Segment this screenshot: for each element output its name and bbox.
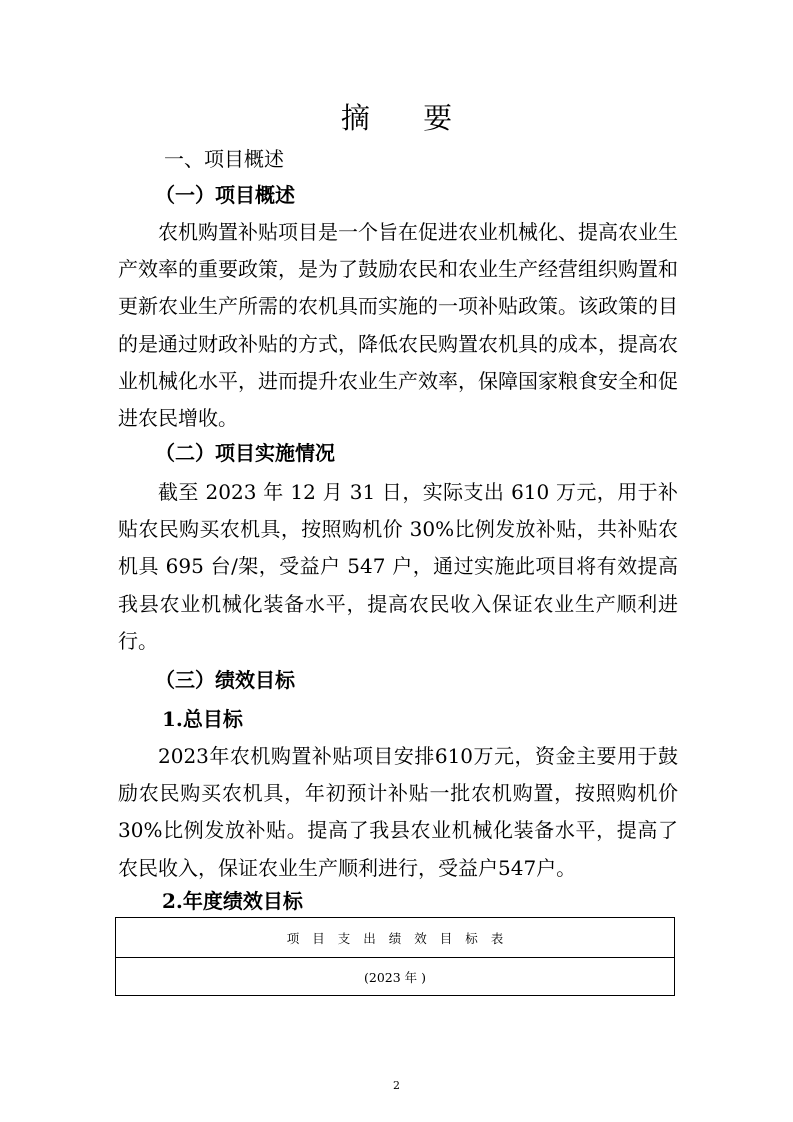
overview-paragraph: 农机购置补贴项目是一个旨在促进农业机械化、提高农业生产效率的重要政策，是为了鼓励农民和农业生产经营组织购置和更新农业生产所需的农机具而实施的一项补贴政策。该政策的目的是通过财政补贴的方式，降低农民购置农机具的成本，提高农业机械化水平，进而提升农业生产效率，保障国家粮食安全和促进农民增收。 bbox=[118, 220, 678, 431]
implementation-paragraph: 截至 2023 年 12 月 31 日，实际支出 610 万元，用于补贴农民购买农机具，按照购机价 30%比例发放补贴，共补贴农机具 695 台/架，受益户 547 户，通过实施此项目将有效提高我县农业机械化装备水平，提高农民收入保证农业生产顺利进行。 bbox=[118, 480, 678, 653]
overall-goal-paragraph: 2023年农机购置补贴项目安排610万元，资金主要用于鼓励农民购买农机具，年初预计补贴一批农机购置，按照购机价30%比例发放补贴。提高了我县农业机械化装备水平，提高了农民收入，保证农业生产顺利进行，受益户547户。 bbox=[118, 744, 678, 880]
performance-goal-table bbox=[115, 917, 675, 996]
annual-goal-heading: 2.年度绩效目标 bbox=[162, 889, 303, 913]
section-heading-overview: 一、项目概述 bbox=[164, 147, 284, 171]
subsection-heading-implementation: （二）项目实施情况 bbox=[155, 441, 335, 465]
subsection-heading-overview: （一）项目概述 bbox=[155, 183, 295, 207]
table-title-row bbox=[116, 918, 674, 958]
subsection-heading-performance-goals: （三）绩效目标 bbox=[155, 668, 295, 692]
page-number: 2 bbox=[393, 1079, 400, 1092]
table-year-row bbox=[116, 958, 674, 995]
table-title: 项目支出绩效目标表 bbox=[286, 930, 517, 946]
table-year: (2023 年 ) bbox=[363, 969, 426, 985]
overall-goal-heading: 1.总目标 bbox=[162, 707, 243, 731]
page-title: 摘 要 bbox=[340, 101, 475, 135]
